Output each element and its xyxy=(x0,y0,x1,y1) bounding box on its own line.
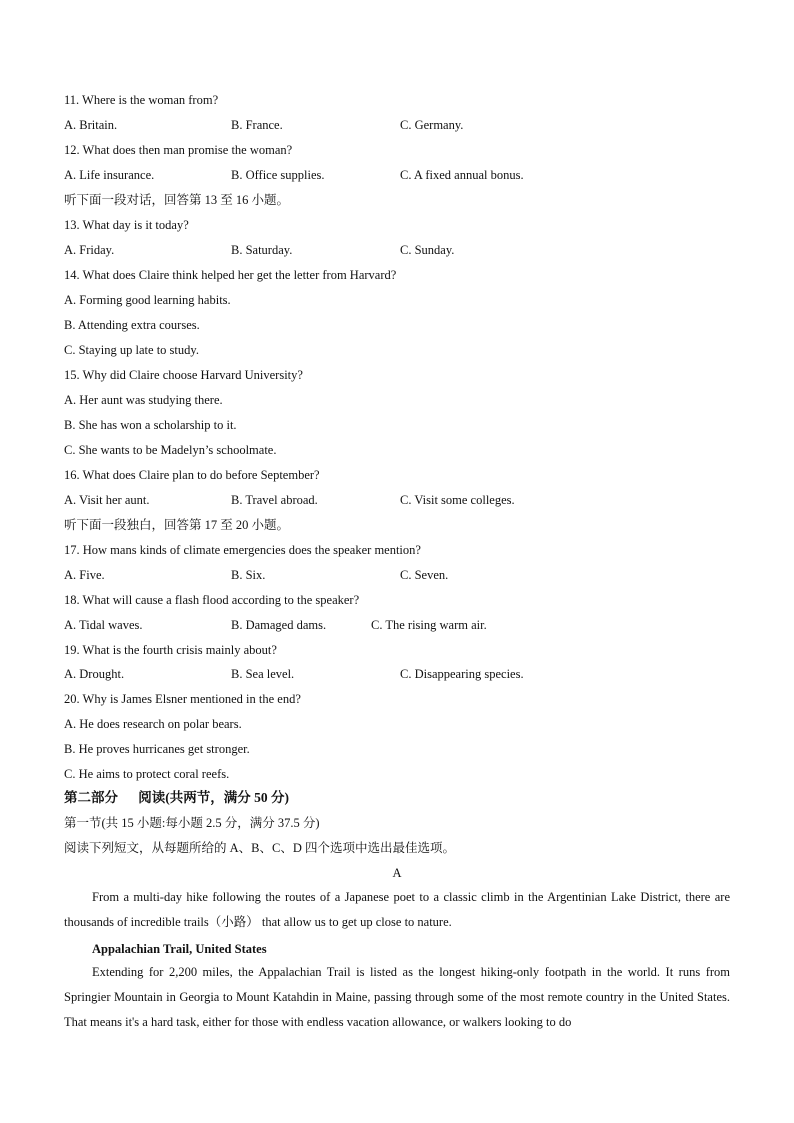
question-14-option-c: C. Staying up late to study. xyxy=(64,343,199,357)
question-18-option-c: C. The rising warm air. xyxy=(371,618,487,632)
question-12-stem: 12. What does then man promise the woman? xyxy=(64,143,293,157)
question-19-option-a: A. Drought. xyxy=(64,667,125,681)
reading-instruction: 阅读下列短文，从每题所给的 A、B、C、D 四个选项中选出最佳选项。 xyxy=(64,841,455,855)
question-15-stem: 15. Why did Claire choose Harvard University? xyxy=(64,368,303,382)
question-19-stem: 19. What is the fourth crisis mainly about? xyxy=(64,643,277,657)
question-15-option-c: C. She wants to be Madelyn’s schoolmate. xyxy=(64,443,277,457)
part-two-heading: 第二部分 阅读(共两节，满分 50 分) xyxy=(64,790,289,805)
question-14-option-a: A. Forming good learning habits. xyxy=(64,293,231,307)
question-13-option-c: C. Sunday. xyxy=(400,243,455,257)
question-20-stem: 20. Why is James Elsner mentioned in the end? xyxy=(64,692,301,706)
instruction-13-16: 听下面一段对话，回答第 13 至 16 小题。 xyxy=(64,193,290,207)
question-20-option-a: A. He does research on polar bears. xyxy=(64,717,242,731)
question-20-option-b: B. He proves hurricanes get stronger. xyxy=(64,742,250,756)
question-16-option-b: B. Travel abroad. xyxy=(231,493,318,507)
question-18-option-a: A. Tidal waves. xyxy=(64,618,143,632)
question-11-stem: 11. Where is the woman from? xyxy=(64,93,219,107)
question-18-stem: 18. What will cause a flash flood according to the speaker? xyxy=(64,593,360,607)
question-15-option-b: B. She has won a scholarship to it. xyxy=(64,418,237,432)
question-17-stem: 17. How mans kinds of climate emergencies does the speaker mention? xyxy=(64,543,421,557)
question-11-option-c: C. Germany. xyxy=(400,118,464,132)
trail-heading: Appalachian Trail, United States xyxy=(92,942,267,956)
question-14-option-b: B. Attending extra courses. xyxy=(64,318,200,332)
question-13-option-b: B. Saturday. xyxy=(231,243,293,257)
question-19-option-b: B. Sea level. xyxy=(231,667,295,681)
passage-body: Extending for 2,200 miles, the Appalachian Trail is listed as the longest hiking-only footpath in the world. It runs from Springier Mountain in Georgia to Mount Katahdin in Maine, passing through some of the most remote country in the United States. That means it's a hard task, either for those with endless vacation allowance, or walkers looking to do xyxy=(64,965,730,1029)
question-16-stem: 16. What does Claire plan to do before September? xyxy=(64,468,320,482)
question-19-option-c: C. Disappearing species. xyxy=(400,667,524,681)
question-11-option-a: A. Britain. xyxy=(64,118,118,132)
question-12-option-a: A. Life insurance. xyxy=(64,168,155,182)
question-13-option-a: A. Friday. xyxy=(64,243,115,257)
question-17-option-a: A. Five. xyxy=(64,568,105,582)
question-20-option-c: C. He aims to protect coral reefs. xyxy=(64,767,230,781)
question-13-stem: 13. What day is it today? xyxy=(64,218,189,232)
question-16-option-a: A. Visit her aunt. xyxy=(64,493,150,507)
question-16-option-c: C. Visit some colleges. xyxy=(400,493,515,507)
question-14-stem: 14. What does Claire think helped her get the letter from Harvard? xyxy=(64,268,397,282)
question-12-option-b: B. Office supplies. xyxy=(231,168,325,182)
question-12-option-c: C. A fixed annual bonus. xyxy=(400,168,524,182)
question-18-option-b: B. Damaged dams. xyxy=(231,618,327,632)
instruction-17-20: 听下面一段独白，回答第 17 至 20 小题。 xyxy=(64,518,290,532)
section-one-heading: 第一节(共 15 小题:每小题 2.5 分，满分 37.5 分) xyxy=(64,816,320,830)
question-17-option-b: B. Six. xyxy=(231,568,266,582)
passage-intro: From a multi-day hike following the routes of a Japanese poet to a classic climb in the Argentinian Lake District, there are thousands of incredible trails（小路） that allow us to get up close to nature. xyxy=(64,890,730,929)
question-11-option-b: B. France. xyxy=(231,118,283,132)
question-17-option-c: C. Seven. xyxy=(400,568,449,582)
question-15-option-a: A. Her aunt was studying there. xyxy=(64,393,223,407)
passage-label: A xyxy=(392,866,402,880)
